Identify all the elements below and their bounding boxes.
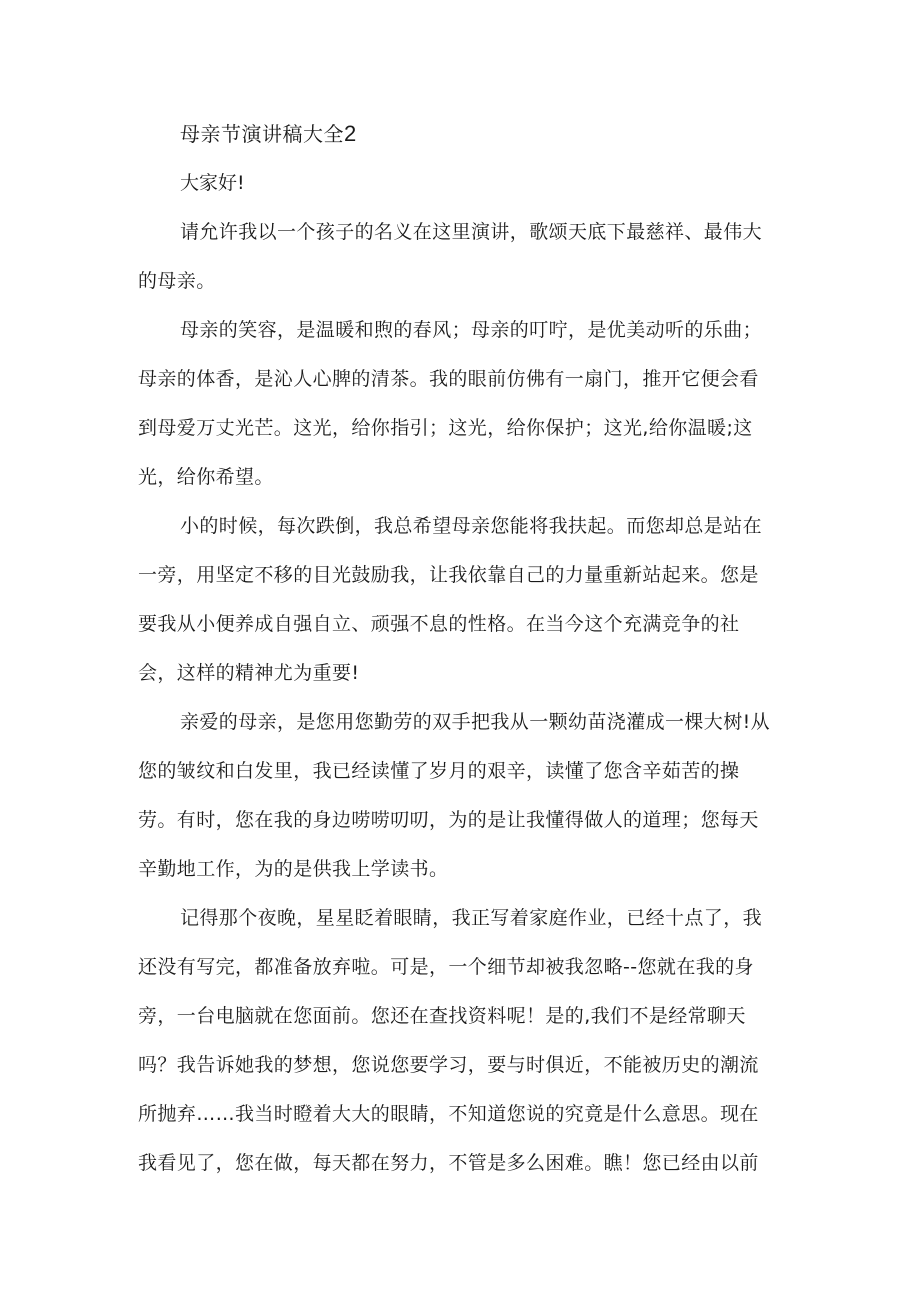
paragraph-line: 我看见了，您在做，每天都在努力，不管是多么困难。瞧！您已经由以前 [138,1152,759,1174]
paragraph-line: 要我从小便养成自强自立、顽强不息的性格。在当今这个充满竞争的社 [138,613,740,635]
paragraph-line: 的母亲。 [138,270,216,292]
paragraph-line: 请允许我以一个孩子的名义在这里演讲，歌颂天底下最慈祥、最伟大 [180,221,763,243]
document-title [180,118,357,150]
paragraph-line: 一旁，用坚定不移的目光鼓励我，让我依靠自己的力量重新站起来。您是 [138,564,759,586]
paragraph-line: 小的时候，每次跌倒，我总希望母亲您能将我扶起。而您却总是站在 [180,515,763,537]
paragraph-line: 亲爱的母亲，是您用您勤劳的双手把我从一颗幼苗浇灌成一棵大树!从 [180,711,771,733]
paragraph-line: 母亲的笑容，是温暖和煦的春风；母亲的叮咛，是优美动听的乐曲； [180,319,763,341]
paragraph-line: 所抛弃……我当时瞪着大大的眼睛，不知道您说的究竟是什么意思。现在 [138,1103,759,1125]
paragraph-line: 母亲的体香，是沁人心脾的清茶。我的眼前仿佛有一扇门，推开它便会看 [138,368,759,390]
greeting: 大家好! [180,172,245,194]
paragraph-line: 您的皱纹和白发里，我已经读懂了岁月的艰辛，读懂了您含辛茹苦的操 [138,760,740,782]
title-number: 2 [344,121,357,146]
paragraph-line: 辛勤地工作，为的是供我上学读书。 [138,858,449,880]
paragraph-line: 还没有写完，都准备放弃啦。可是，一个细节却被我忽略--您就在我的身 [138,956,754,978]
paragraph-line: 劳。有时，您在我的身边唠唠叨叨，为的是让我懂得做人的道理；您每天 [138,809,759,831]
paragraph-line: 记得那个夜晚，星星眨着眼睛，我正写着家庭作业，已经十点了，我 [180,907,763,929]
paragraph-line: 到母爱万丈光芒。这光，给你指引；这光，给你保护；这光,给你温暖;这 [138,417,753,439]
title-text: 母亲节演讲稿大全 [180,122,344,146]
paragraph-line: 光，给你希望。 [138,466,274,488]
paragraph-line: 会，这样的精神尤为重要! [138,662,360,684]
paragraph-line: 旁，一台电脑就在您面前。您还在查找资料呢！是的,我们不是经常聊天 [138,1005,746,1027]
paragraph-line: 吗？我告诉她我的梦想，您说您要学习，要与时俱近，不能被历史的潮流 [138,1054,759,1076]
